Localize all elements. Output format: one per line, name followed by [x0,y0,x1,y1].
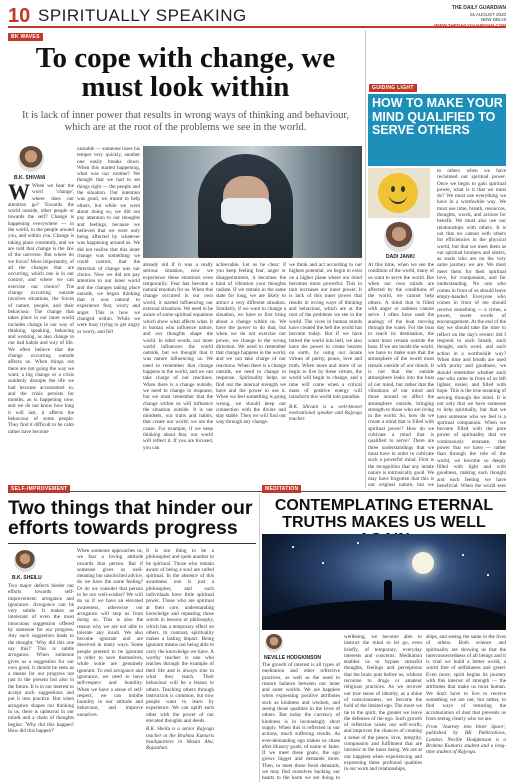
masked-person-photo [143,146,362,258]
sidebar-author-avatar [384,222,414,252]
bottom-right-author: NEVILLE HODGKINSON [264,655,321,661]
sidebar-author: DADI JANKI [386,254,415,260]
sidebar-col-b [437,168,506,490]
smiley-face-icon [378,173,418,213]
col-text: It is our thing to be a philosopher and quite another to be spiritual. Those who remain aware of being a soul are called spiritual. In the absence of this awareness one is just a philosopher, and such individuals have little spiritual power. Those who are spiritual at their core, understanding knowledge and repeating those words in lessons or philosophy, which has a temporary effect on others. In contrast, spirituality makes a lasting impact. Being ignorant means not being able to carry the knowledge we have. A worthy teacher is one who teaches through the example of their life and is always true to what they teach. Their behaviour will be a lesson to others. Teaching others through instruction is common, but now people want to learn by experience. We can uplift each other with the power of our elevated thoughts and deeds. [146,548,214,725]
person-silhouette [384,580,392,602]
author-photo-avatar [18,146,44,172]
bottom-left-col-3 [146,548,214,781]
star-icon [487,574,489,576]
top-article-col-3: already old if it was a really serious situation, now we experience these emotions even temporarily. Fear has become a natural emotion for us. When this change occurred in our own world, it started influencing our external situations. We need to be aware of some spiritual equations which show what affects what. It is human who influence nature, and our thoughts shape the world. In other words, our inner world influences the world outside, but we thought that it was nature influencing us. We need to remember that change happens in the world, and we can take charge of our reactions. When there is a change outside, we need to change in response, but we must remember that the change within us will influence the situation outside. It is our mindsets, our traits and habits, that create our world; we are the cause. For example, if we keep thinking about fear, our world will reflect it. If you are focused, you can [143,262,213,451]
masthead-info [434,6,506,28]
top-article-tag: BK WAVES [8,33,43,41]
bottom-left-headline: Two things that hinder our efforts towards progress [8,497,253,539]
top-article-col-5 [289,262,362,490]
bottom-left-author-avatar [14,550,36,572]
top-article-headline: To cope with change, we must look within [35,42,336,103]
col-text: ships, and seeing the same in the lives of others. Both science and spirituality are showing us that the interconnectedness of all beings and it is vital we build a better world, a world free of selfishness and greed. Even more, spirit begins its journey with this interior of strength — the attributes that make us most human. We don't have to live to receive something we are not, but rather, to find ways of restoring the accumulation of dust that prevents us from seeing clearly who we are. [426,634,506,722]
sidebar-headline: HOW TO MAKE YOUR MIND QUALIFIED TO SERVE OTHERS [372,96,503,137]
top-article-author: B.K. SHIVANI [14,175,46,181]
bottom-right-col-1: The growth of interest is all types of meditation and other reflective practices, as well as the need to restore balance between our inner and outer worlds. We are happiest when expressing positive attributes such as kindness and wisdom, and seeing those qualities in the lives of others. But today the currency of kindness is in increasingly short supply. When this is reflected in our actions, much suffering results. As ever-demanding ego makes us chase after illusory goals, of name or fame. If we meet these goals, the ego grows bigger and demands more. Then, to meet those fresh demands, we may find ourselves backing our hearts to the harm we are doing to [262,662,340,782]
top-article-standfirst: It is lack of inner power that results in wrong ways of thinking and behaviour, which are at the root of the problems we see in the world. [21,110,350,133]
bottom-left-note: B.K. Sheilu is a senior Rajyoga teacher at the Brahma Kumaris headquarters in Mount Abu, Rajasthan. [146,726,214,752]
col-text: to others when we have reclaimed our spiritual power. Once we begin to gain spiritual power, what is it that we must do? We must use everything we have in a worthwhile way. We must use time, breath, resources, thoughts, words, and actions for benefit. We must also use our relationships with others. It is not that we cannot with others for efficiencies in the physical world, but that we meet them as our spiritual brothers and sisters, as souls who are on the very same journey we are. We must meet them for their spiritual love, for compassion, and for understanding. No one who comes in front of us should leave empty-handed. Everyone who comes in front of me should receive something — a virtue, a power, sweet words of encouragement. At the end of the day we should take the time to reflect on the day's events: did I respond to each breath, each thought, each word, and each action in a worthwhile way? When time and breath are used with purity and goodness, we should remember whether each one who came in front of us left lighter, easier, and filled with hope. This is the true meaning of serving through the mind. It is not only that we have someone to help spiritually, but that we have someone who we feel is a spiritual companion. When we become filled with the pure power of spirituality that we continuously emanate, that power that we have — rather than through the role of the world, we become so deeply filled with light and with goodness, making each thought and each feeling we have beneficial. When the world sees [437,168,506,489]
section-divider [8,491,506,492]
section-title: SPIRITUALLY SPEAKING [38,6,247,25]
paper-name: THE DAILY GUARDIAN [451,5,506,11]
sidebar-col-a: At this time, when we see the condition of the world, many of us want to serve the world. But when our own minds are affected by the conditions of the world, we cannot help others. A mind that is filled with anger or sadness cannot serve. I often have used the analogy of the boat moving through the water. For the boat to reach its destination, the water must remain outside the boat. If we are inside the world, we have to make sure that the atmosphere of the world must remain outside of our minds. It is not that the outside atmosphere leaks into the boat of our mind, but rather that the vibrations of our mind and those around us affect the atmosphere outside, bringing strength to those who are living in the world. So, how do we create a mind that is filled with spiritual power? How do we cultivate a mind that is qualified to serve? There are three understandings that we must have in order to cultivate such a powerful mind. First is the recognition that any innate nature is intrinsically good. We may have forgotten that this is our original nature, but we [368,262,434,489]
bottom-right-tag: MEDITATION [262,485,301,493]
col-text: When we hear the word 'change', where does our attention go? Towards the world outside, other people or towards the self? Change is happening everywhere — in the world, in the people around you, and within you. Change is taking place constantly, and we are told that change is the law of the universe. But where do we focus? More importantly, of all the changes that are occurring, which one is in our control, and where we can exercise our choice? The change occurring outside involves situations, the forces of nature, people, and their behaviour. The change that takes place in our inner world includes change in our way of thinking, speaking, behaving and working, as also change in our bad habits and way of life. We often believe that the change occurring outside affects us. When things out there are not going the way we want, a big change or a crisis suddenly disrupts the life we had become accustomed to, and the crisis persists for months, as is happening now, and we do not know how long it will last, it affects the behaviour of some people. They find it difficult to be calm rather have become [8,183,74,435]
bottom-right-col-3 [426,634,506,782]
issue-city: NEW DELHI [480,17,506,22]
bottom-right-col-2: wellbeing, we become able to instruct the mind to let go, even briefly, of temporary, everyday interests and concerns. Meditation enables us to bypass stressful thoughts, feelings and perceptions that the brain puts before us, without recourse to drugs or amateur religious practices. As we recover our true sense of identity, as a shine of consciousness, we become the hold of the limited ego. The more we tie to the spirit, the greater we leave the defenses of the ego. Such growth of reflection raises our self-worth, and improves the chances of creating a sense of the peace, love, integrity, compassion and fulfilment that are intrinsic to the inner being. We are at our happiest when experiencing and expressing these profound qualities in our work and relationships, [344,634,422,773]
smiley-eye [391,186,395,192]
headline-rule [8,543,256,544]
top-article-col-2: unstable — someone loses his temper very quickly, another one easily breaks down. When this started happening, what was our routine? We thought that we had to set things right — the people and the situation. Our intention was good, we meant to help others, but while we went about doing so, we did not pay attention to our thoughts and feelings, because we believed that we were only being affected by whatever was happening around us. We did not realize that this inner change was something we could control, that the direction of change was our choice. Now we did not pay attention to our inner world and the changes taking place outside, we began thinking that it was natural to experience fear, worry and anger. This is how we changed within. While we were busy trying to get angry or worry, and fell [77,146,140,335]
col-text: we think and act according to our highest potential, we begin to exist on a higher plane where our mind becomes more powerful. This in turn increases our inner power. It is lack of this inner power that results in wrong ways of thinking and behaviour, which are at the root of the problems we see in the world. The vices in human minds have created the hell the world has become today. But if we have turned the world into hell, we also have the power to create heaven on earth, by using our innate virtues of purity, peace, love and truth. When more and more of us begin to live by these virtues, the world will begin to change, and a time will come when a critical mass of positive energy will transform this world into paradise. [289,262,362,401]
bottom-right-headline: CONTEMPLATING ETERNAL TRUTHS MAKES US WELL [274,497,494,531]
face-mask-icon [221,198,271,224]
moon-icon [412,552,434,574]
column-divider [259,494,260,782]
top-article-col-4: achievable. Let us be clear: if you keep feeling fear, anger or disappointment, it becomes the kind of vibration your thoughts radiate. If we remain in the same state for long, we are likely to attract a very different situation. Similarly, if we want to change a situation, we have to first bring about a change within us. We have the power to do that, but when we do not exercise our power, we change in the wrong direction. We need to remember that change happens in the world, and we can take charge of our reactions. When there is a change outside, we need to change in response. Spirituality helps us find out the internal strength we have and the power to use it. When we feel something is going wrong, we should keep our connection with the divine and stay stable. Then we will find our way through any change. [216,262,286,426]
night-sky-photo [262,534,506,630]
hill-silhouette [262,600,506,630]
sidebar-tag: GUIDING LIGHT [369,84,417,92]
star-icon [292,546,294,548]
dropcap: W [8,183,30,204]
bottom-left-author: B.K. SHEILU [12,575,42,581]
smiley-illustration [368,168,430,218]
website-link[interactable]: WWW.THEDAILYGUARDIAN.COM [434,22,506,28]
star-icon [357,542,359,544]
bottom-left-col-2: When someone approaches us, we fear a loving attitude towards that person. But if someone gives us well-meaning but unsolicited advice, do we have the same feeling? Or do we consider that person to be our well-wisher? We will do so if we have an elevated awareness, otherwise our arrogance will stop us from doing so. This is also the reason why we are not able to tolerate any insult. We also become ignorant and are deceived in many ways. Some people pretend to be ignorant in order to save themselves, while some are genuinely ignorant. To end arrogance and ignorance, we need to have self-respect and humility. When we have a sense of self-respect, we can imbibe humility in our attitude and behaviour, and improve ourselves. [77,548,143,718]
bottom-left-tag: SELF-IMPROVEMENT [8,485,70,493]
issue-date: 01 AUGUST 2020 [470,11,506,17]
bottom-right-note: From 'Journey into Inner Space', published by BK Publications, London. Neville Hodgkinson is a Brahma Kumaris student and a long-time student of Rajyoga. [426,724,506,756]
column-divider [365,30,366,488]
masthead [8,6,506,28]
author-note: B.K. Shivani is a well-known motivational speaker and Rajyoga teacher. [289,403,362,423]
bottom-right-author-avatar [265,634,283,652]
page-number: 10 [8,5,31,27]
top-article-col-1 [8,183,74,490]
star-icon [322,562,324,564]
bottom-left-col-1: Two major defects hinder our efforts towards self-improvement: arrogance and ignorance. Arrogance can be very subtle. It makes us intolerant of even the most innocuous suggestion offered by someone for our progress. Any such suggestion leads to the thought: 'Why did this one say this?' This is subtle arrogance. When someone gives us a suggestion for our own good, it should be seen as a means for our progress not just in the present but also in the future. It is in our interest to accept such suggestions and put it into practice. But when arrogance shapes our thinking in us, there is upheaval in our minds and a chain of thoughts begins: 'Why did this happen? How did this happen?' [8,583,74,734]
smiley-eye [401,186,405,192]
star-icon [462,554,464,556]
